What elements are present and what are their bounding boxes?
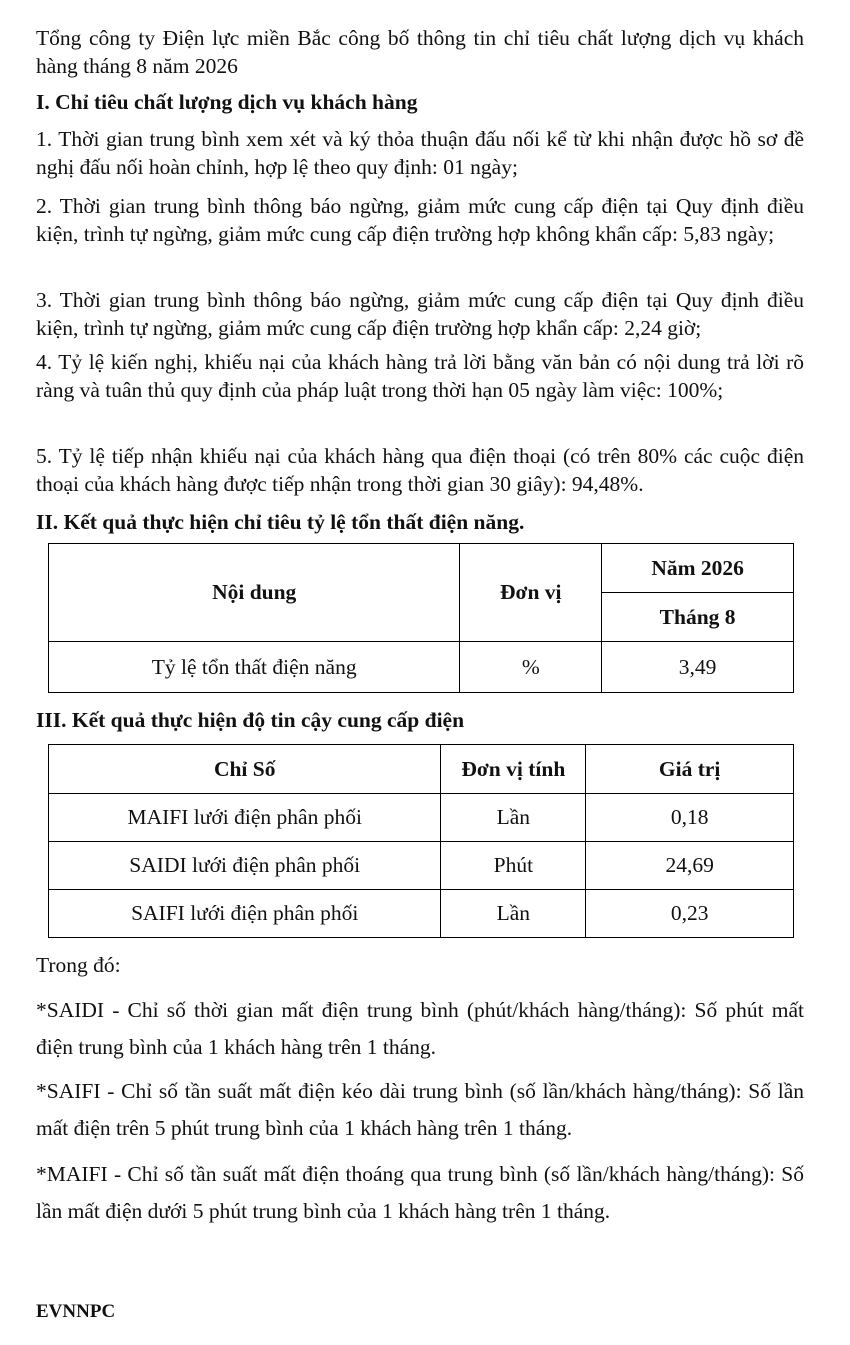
index-value: 0,18: [586, 794, 794, 842]
header-unit: Đơn vị tính: [441, 745, 586, 794]
section-1-item: 3. Thời gian trung bình thông báo ngừng, giảm mức cung cấp điện tại Quy định điều kiện, trình tự ngừng, giảm mức cung cấp điện trường hợp khẩn cấp: 2,24 giờ;: [36, 288, 804, 340]
header-month: Tháng 8: [602, 593, 794, 642]
note-saifi: *SAIFI - Chỉ số tần suất mất điện kéo dài trung bình (số lần/khách hàng/tháng): Số lần mất điện trên 5 phút trung bình của 1 khách hàng trên 1 tháng.: [36, 1079, 804, 1140]
table-row: [49, 842, 794, 890]
index-value: 0,23: [586, 890, 794, 938]
intro-paragraph: Tổng công ty Điện lực miền Bắc công bố thông tin chỉ tiêu chất lượng dịch vụ khách hàng tháng 8 năm 2026: [36, 26, 804, 78]
index-unit: Lần: [441, 890, 586, 938]
header-content: Nội dung: [49, 544, 460, 642]
section-3-title: III. Kết quả thực hiện độ tin cậy cung cấp điện: [36, 708, 465, 732]
header-year: Năm 2026: [602, 544, 794, 593]
header-value: Giá trị: [586, 745, 794, 794]
loss-rate-value: 3,49: [602, 642, 794, 693]
table-row: [49, 890, 794, 938]
loss-rate-unit: %: [460, 642, 602, 693]
section-2-title: II. Kết quả thực hiện chỉ tiêu tỷ lệ tổn thất điện năng.: [36, 510, 525, 534]
index-unit: Phút: [441, 842, 586, 890]
signature: EVNNPC: [36, 1301, 116, 1322]
section-1-item: 1. Thời gian trung bình xem xét và ký thỏa thuận đấu nối kể từ khi nhận được hồ sơ đề nghị đấu nối hoàn chỉnh, hợp lệ theo quy định: 01 ngày;: [36, 127, 804, 179]
loss-rate-table: [48, 543, 794, 693]
index-value: 24,69: [586, 842, 794, 890]
note-saidi: *SAIDI - Chỉ số thời gian mất điện trung bình (phút/khách hàng/tháng): Số phút mất điện trung bình của 1 khách hàng trên 1 tháng.: [36, 998, 804, 1059]
table-row: [49, 642, 794, 693]
section-1-title: I. Chỉ tiêu chất lượng dịch vụ khách hàng: [36, 90, 418, 114]
section-1-item: 4. Tỷ lệ kiến nghị, khiếu nại của khách hàng trả lời bằng văn bản có nội dung trả lời rõ ràng và tuân thủ quy định của pháp luật trong thời hạn 05 ngày làm việc: 100%;: [36, 350, 804, 402]
table-row: [49, 794, 794, 842]
reliability-table: [48, 744, 794, 938]
index-name: SAIFI lưới điện phân phối: [49, 890, 441, 938]
index-name: SAIDI lưới điện phân phối: [49, 842, 441, 890]
index-unit: Lần: [441, 794, 586, 842]
section-1-item: 5. Tỷ lệ tiếp nhận khiếu nại của khách hàng qua điện thoại (có trên 80% các cuộc điện thoại của khách hàng được tiếp nhận trong thời gian 30 giây): 94,48%.: [36, 444, 804, 496]
note-maifi: *MAIFI - Chỉ số tần suất mất điện thoáng qua trung bình (số lần/khách hàng/tháng): Số lần mất điện dưới 5 phút trung bình của 1 khách hàng trên 1 tháng.: [36, 1162, 804, 1223]
notes-heading: Trong đó:: [36, 953, 121, 977]
header-index: Chỉ Số: [49, 745, 441, 794]
header-unit: Đơn vị: [460, 544, 602, 642]
index-name: MAIFI lưới điện phân phối: [49, 794, 441, 842]
section-1-item: 2. Thời gian trung bình thông báo ngừng, giảm mức cung cấp điện tại Quy định điều kiện, trình tự ngừng, giảm mức cung cấp điện trường hợp không khẩn cấp: 5,83 ngày;: [36, 194, 804, 246]
loss-rate-label: Tỷ lệ tổn thất điện năng: [49, 642, 460, 693]
